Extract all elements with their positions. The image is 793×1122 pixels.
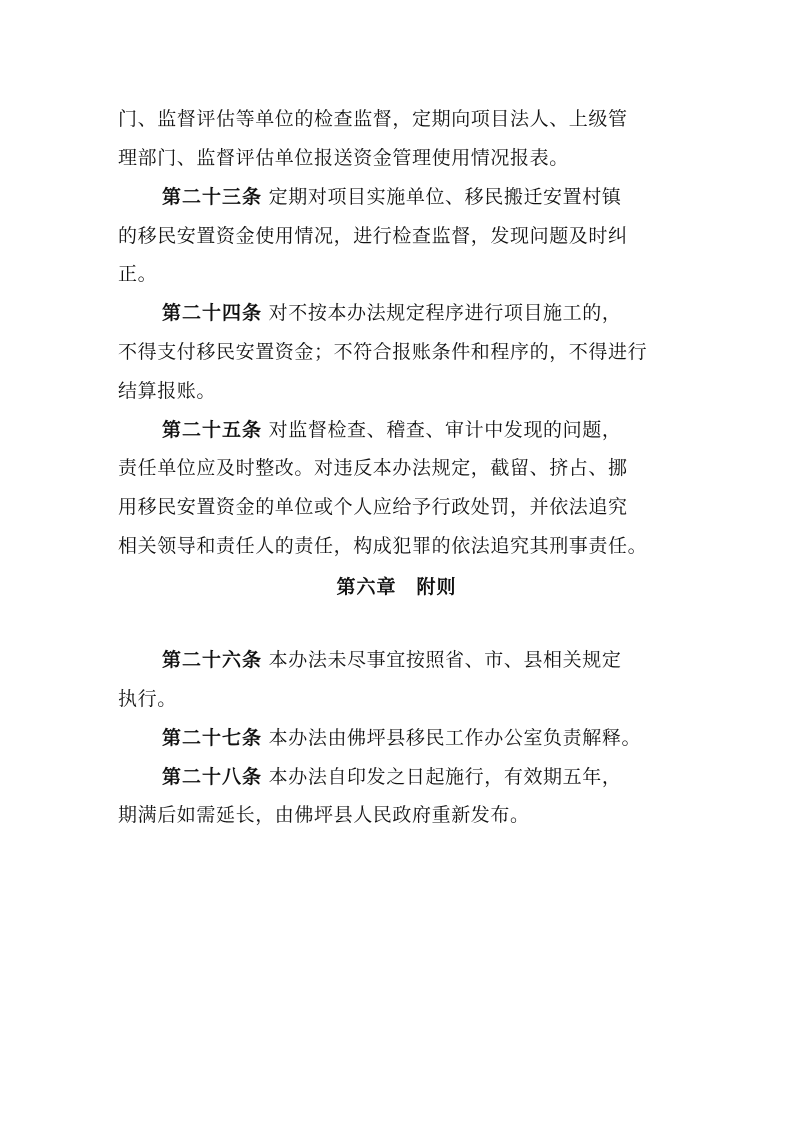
article-27-text: 本办法由佛坪县移民工作办公室负责解释。	[268, 727, 642, 749]
paragraph-line: 结算报账。	[118, 380, 217, 402]
chapter-heading: 第六章 附则	[336, 576, 457, 598]
article-26-number: 第二十六条	[162, 649, 263, 671]
article-25-first-line	[162, 418, 621, 442]
article-26-first-line	[162, 648, 621, 672]
paragraph-line: 理部门、监督评估单位报送资金管理使用情况报表。	[118, 147, 569, 169]
paragraph-line: 期满后如需延长，由佛坪县人民政府重新发布。	[118, 804, 530, 826]
article-23-first-line	[162, 185, 621, 209]
paragraph-line: 用移民安置资金的单位或个人应给予行政处罚，并依法追究	[118, 496, 628, 518]
article-24-first-line	[162, 301, 621, 325]
article-27-number: 第二十七条	[162, 727, 263, 749]
article-28-text: 本办法自印发之日起施行，有效期五年，	[268, 766, 622, 788]
article-28-number: 第二十八条	[162, 766, 263, 788]
article-27-first-line	[162, 726, 641, 750]
article-25-text: 对监督检查、稽查、审计中发现的问题，	[268, 419, 622, 441]
paragraph-line: 相关领导和责任人的责任，构成犯罪的依法追究其刑事责任。	[118, 535, 648, 557]
paragraph-line: 的移民安置资金使用情况，进行检查监督，发现问题及时纠	[118, 225, 628, 247]
article-25-number: 第二十五条	[162, 419, 263, 441]
paragraph-line: 正。	[118, 263, 158, 285]
article-28-first-line	[162, 765, 621, 789]
article-26-text: 本办法未尽事宜按照省、市、县相关规定	[268, 649, 622, 671]
article-24-number: 第二十四条	[162, 302, 263, 324]
paragraph-line: 门、监督评估等单位的检查监督，定期向项目法人、上级管	[118, 108, 628, 130]
article-23-text: 定期对项目实施单位、移民搬迁安置村镇	[268, 186, 622, 208]
paragraph-line: 责任单位应及时整改。对违反本办法规定，截留、挤占、挪	[118, 457, 628, 479]
article-23-number: 第二十三条	[162, 186, 263, 208]
paragraph-line: 执行。	[118, 688, 177, 710]
paragraph-line: 不得支付移民安置资金；不符合报账条件和程序的，不得进行	[118, 341, 648, 363]
article-24-text: 对不按本办法规定程序进行项目施工的，	[268, 302, 622, 324]
